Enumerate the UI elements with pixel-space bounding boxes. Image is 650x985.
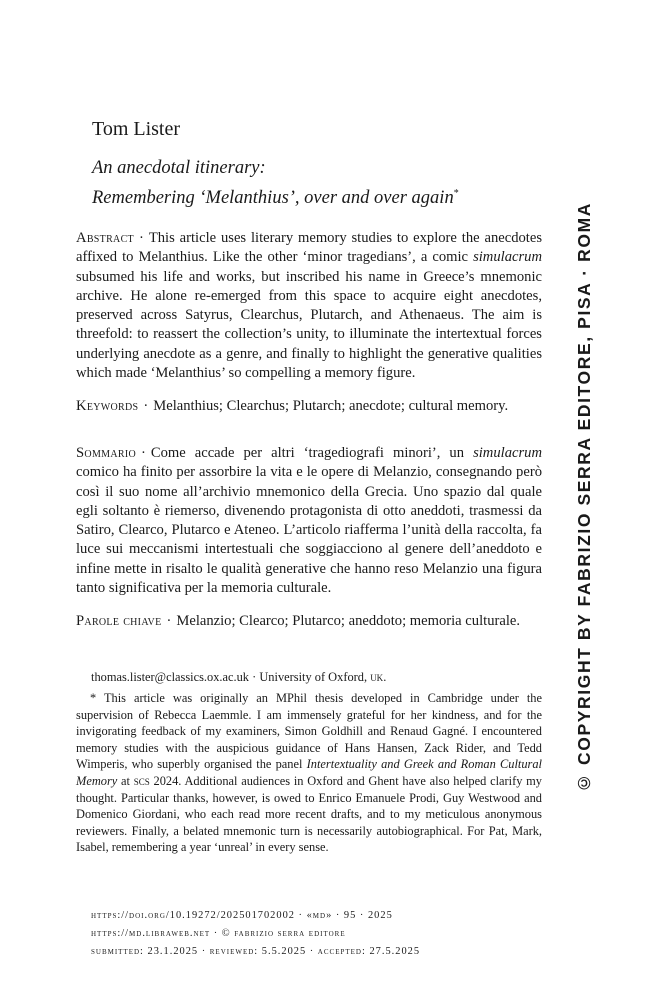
keywords-text: Melanthius; Clearchus; Plutarch; anecdote; cultural memory. [153,398,509,414]
footnote-scs: scs [133,773,150,788]
acknowledgement-footnote [76,690,542,856]
title-line-2 [92,181,459,211]
parole-chiave-block [76,612,542,631]
parole-chiave-separator: · [166,613,172,629]
parole-chiave-text: Melanzio; Clearco; Plutarco; aneddoto; memoria culturale. [176,613,521,629]
footnote-text-3: 2024. Additional audiences in Oxford and Ghent have also helped clarify my thought. Particular thanks, however, is owed to Enrico Emanuele Prodi, Guy Westwood and Domenico Giordani, who each read more recent drafts, and to my meticulous anonymous reviewers. Finally, a belated mnemonic turn is necessarily autobiographical. For Pat, Mark, Isabel, remembering a year ‘unreal’ in every sense. [76,773,542,855]
abstract-emphasis: simulacrum [473,249,542,266]
title-footnote-mark[interactable]: * [453,188,459,199]
title-line-1: An anecdotal itinerary: [92,158,266,178]
copyright-text: © COPYRIGHT BY FABRIZIO SERRA EDITORE, PISA · ROMA [573,202,594,794]
author-affiliation: University of Oxford, [259,670,368,684]
footnote-text: This article was originally an MPhil thesis developed in Cambridge under the supervision of Rebecca Laemmle. I am immensely grateful for her kindness, and for the invigorating feedback of my examiners, Simon Goldhill and Renaud Gagné. I encountered memory studies with the auspicious guidance of Hans Hansen, Zack Rider, and Tedd Wimperis, who superbly organised the panel [76,691,543,772]
footnote-mark: * [90,691,97,705]
sommario-emphasis: simulacrum [473,445,542,461]
copyright-notice [572,202,596,794]
sommario-block [76,444,542,598]
article-title [92,155,459,211]
author-country: uk [370,670,384,684]
keywords-block [76,397,542,416]
keywords-label: Keywords [76,398,139,414]
sommario-text: Come accade per altri ‘tragediografi minori’, un [150,445,474,461]
author-contact [91,670,386,685]
contact-end: . [383,670,387,684]
parole-chiave-label: Parole chiave [76,613,162,629]
abstract-block [76,229,542,383]
contact-separator: · [252,670,257,684]
sommario-separator: · [140,445,146,461]
journal-url-line[interactable]: https://md.libraweb.net · © fabrizio serra editore [91,928,346,939]
sommario-text-2: comico ha finito per assorbire la vita e le opere di Melanzio, consegnando però così il suo nome all’archivio mnemonico della Grecia. Uno spazio dal quale egli soltanto è riemerso, divenendo protagonista di otto aneddoti, trasmessi da Satiro, Clearco, Plutarco e Ateneo. L’articolo riafferma l’unità della raccolta, fa luce sui meccanismi intertestuali che soggiacciono al genere dell’aneddoto e infine mette in risalto le qualità generative che hanno reso Melanzio una figura tanto significativa per la memoria culturale. [76,464,542,597]
abstract-text-2: subsumed his life and works, but inscribed his name in Greece’s mnemonic archive. He alone re-emerged from this space to acquire eight anecdotes, preserved across Satyrus, Clearchus, Plutarch, and Athenaeus. The aim is threefold: to reassert the collection’s unity, to illuminate the intertextual forces underlying anecdote as a genre, and finally to highlight the generative qualities which made ‘Melanthius’ so compelling a memory figure. [76,268,542,382]
abstract-text: This article uses literary memory studies to explore the anecdotes affixed to Melanthius. Like the other ‘minor tragedians’, a comic [76,230,542,266]
footnote-panel-title: Intertextuality and Greek and Roman Cultural Memory [76,757,542,788]
abstract-separator: · [138,230,144,246]
author-email[interactable]: thomas.lister@classics.ox.ac.uk [91,670,249,684]
author-name: Tom Lister [92,118,181,140]
doi-line[interactable]: https://doi.org/10.19272/202501702002 · «md» · 95 · 2025 [91,910,393,921]
abstract-label: Abstract [76,230,134,246]
keywords-separator: · [143,398,149,414]
submission-dates-line: submitted: 23.1.2025 · reviewed: 5.5.2025 · accepted: 27.5.2025 [91,946,421,957]
footnote-text-2: at [117,773,134,788]
sommario-label: Sommario [76,445,136,461]
title-line-2-text: Remembering ‘Melanthius’, over and over again [92,188,454,209]
